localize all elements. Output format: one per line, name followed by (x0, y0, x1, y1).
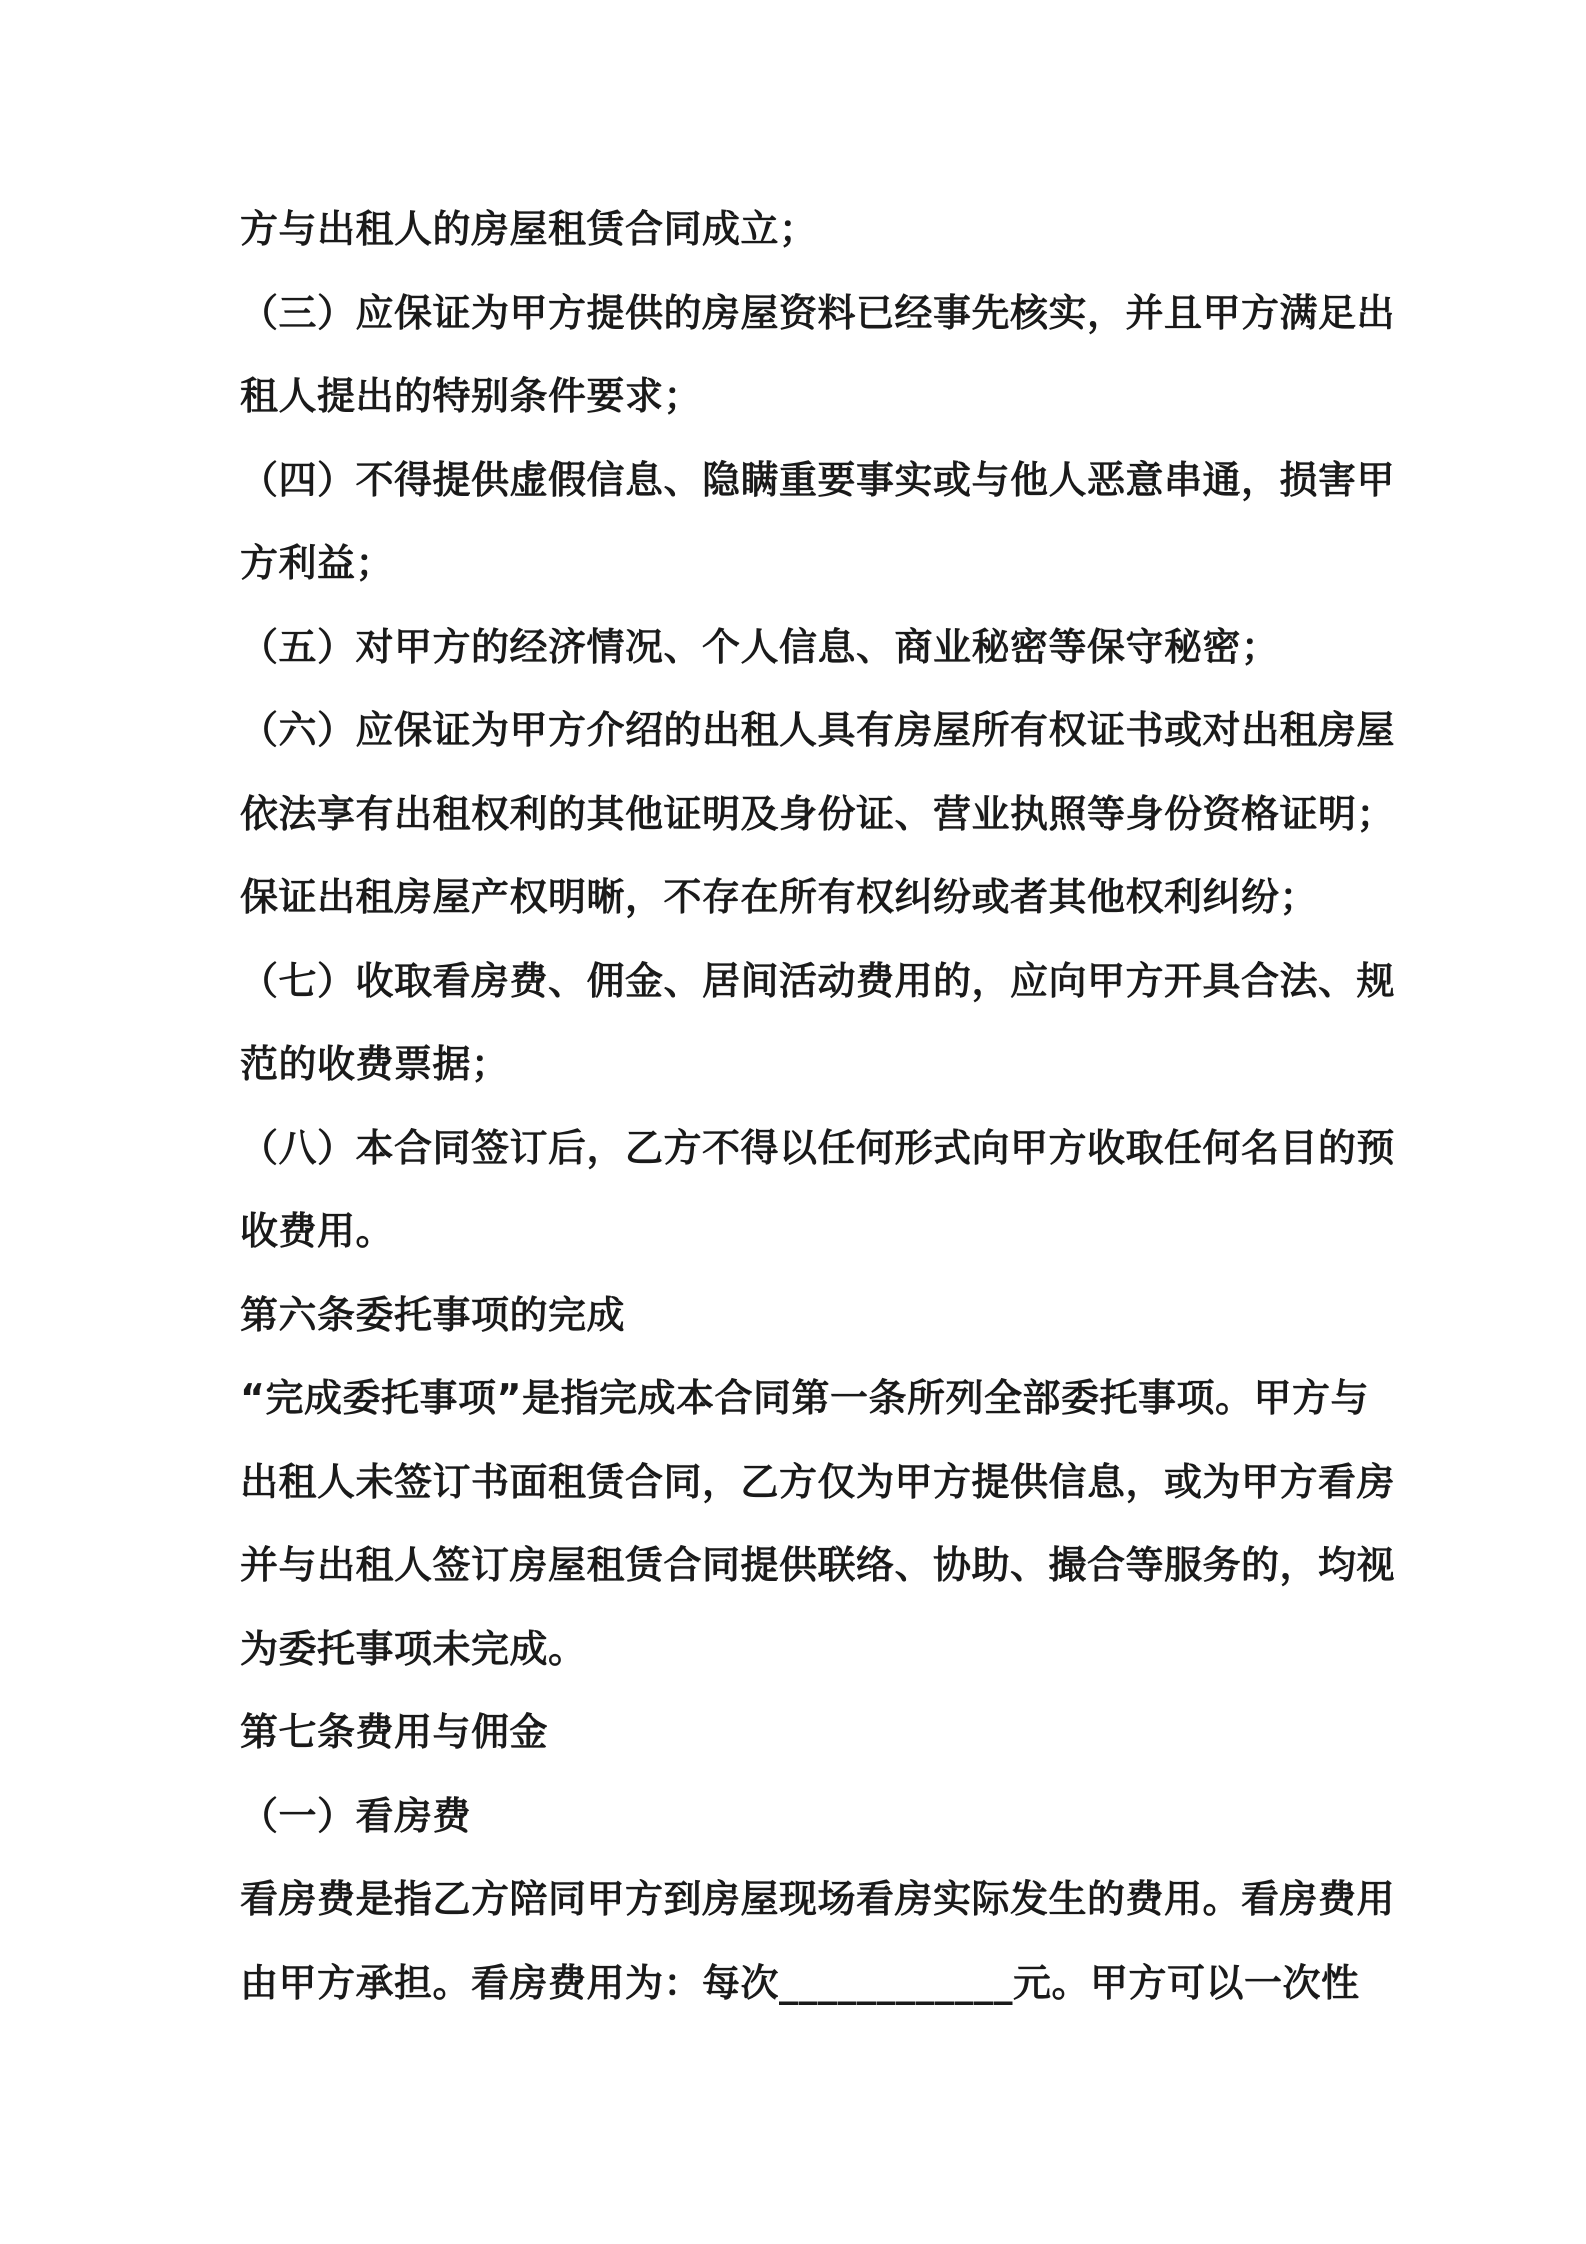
text-line: 范的收费票据； (240, 1042, 510, 1086)
text-line: 出租人未签订书面租赁合同，乙方仅为甲方提供信息，或为甲方看房 (240, 1460, 1396, 1504)
text-line: 依法享有出租权利的其他证明及身份证、营业执照等身份资格证明； (240, 792, 1396, 836)
text-line: （八）本合同签订后，乙方不得以任何形式向甲方收取任何名目的预 (240, 1126, 1396, 1170)
text-line: 方与出租人的房屋租赁合同成立； (240, 207, 818, 251)
text-line: “完成委托事项”是指完成本合同第一条所列全部委托事项。甲方与 (240, 1376, 1369, 1420)
section-heading: 第七条费用与佣金 (240, 1710, 549, 1754)
text-line: 收费用。 (240, 1209, 395, 1253)
text-line: （五）对甲方的经济情况、个人信息、商业秘密等保守秘密； (240, 625, 1280, 669)
text-line: 并与出租人签订房屋租赁合同提供联络、协助、撮合等服务的，均视 (240, 1543, 1396, 1587)
text-line: 看房费是指乙方陪同甲方到房屋现场看房实际发生的费用。看房费用 (240, 1877, 1396, 1921)
section-heading: 第六条委托事项的完成 (240, 1293, 626, 1337)
text-line: （六）应保证为甲方介绍的出租人具有房屋所有权证书或对出租房屋 (240, 708, 1396, 752)
text-line: 由甲方承担。看房费用为：每次____________元。甲方可以一次性 (240, 1961, 1360, 2005)
text-line: 方利益； (240, 541, 395, 585)
text-line: （七）收取看房费、佣金、居间活动费用的，应向甲方开具合法、规 (240, 959, 1396, 1003)
text-line: （三）应保证为甲方提供的房屋资料已经事先核实，并且甲方满足出 (240, 291, 1396, 335)
text-line: 为委托事项未完成。 (240, 1627, 587, 1671)
text-line: 租人提出的特别条件要求； (240, 374, 703, 418)
subsection-heading: （一）看房费 (240, 1794, 472, 1838)
text-line: 保证出租房屋产权明晰，不存在所有权纠纷或者其他权利纠纷； (240, 875, 1319, 919)
text-line: （四）不得提供虚假信息、隐瞒重要事实或与他人恶意串通，损害甲 (240, 458, 1396, 502)
